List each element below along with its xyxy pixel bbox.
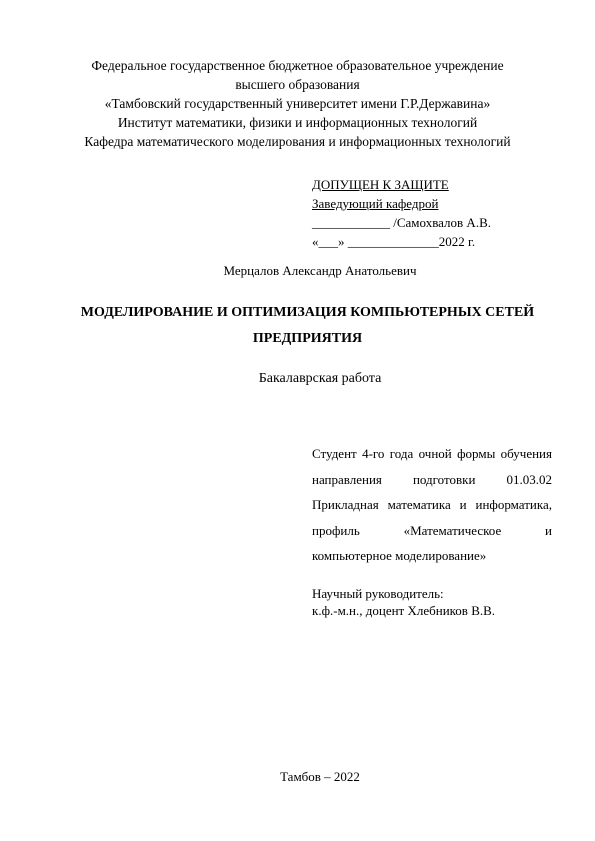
work-type: Бакалаврская работа xyxy=(258,371,382,386)
advisor-label: Научный руководитель: xyxy=(312,586,444,601)
header-line-1: Федеральное государственное бюджетное образовательное учреждение xyxy=(91,58,504,73)
advisor-block xyxy=(312,585,495,619)
author-name: Мерцалов Александр Анатольевич xyxy=(223,263,417,278)
advisor-name: к.ф.-м.н., доцент Хлебников В.В. xyxy=(312,603,496,618)
admission-title: ДОПУЩЕН К ЗАЩИТЕ xyxy=(312,177,449,192)
header-line-2: высшего образования xyxy=(235,77,360,92)
student-info: Студент 4-го года очной формы обучения направления подготовки 01.03.02 Прикладная математика и информатика, профиль «Математическое и компьютерное моделирование» xyxy=(312,446,552,563)
admission-date: «___» ______________2022 г. xyxy=(312,234,476,249)
thesis-title xyxy=(70,300,545,352)
header-line-5: Кафедра математического моделирования и информационных технологий xyxy=(84,134,511,149)
admission-signature: ____________ /Самохвалов А.В. xyxy=(312,215,491,230)
admission-block xyxy=(312,175,491,251)
institution-header xyxy=(40,56,555,151)
header-line-4: Институт математики, физики и информационных технологий xyxy=(117,115,478,130)
thesis-title-line-2: ПРЕДПРИЯТИЯ xyxy=(252,331,363,346)
header-line-3: «Тамбовский государственный университет имени Г.Р.Державина» xyxy=(104,96,491,111)
city-year: Тамбов – 2022 xyxy=(280,769,360,784)
admission-head: Заведующий кафедрой xyxy=(312,196,439,211)
thesis-title-line-1: МОДЕЛИРОВАНИЕ И ОПТИМИЗАЦИЯ КОМПЬЮТЕРНЫХ СЕТЕЙ xyxy=(80,305,535,320)
